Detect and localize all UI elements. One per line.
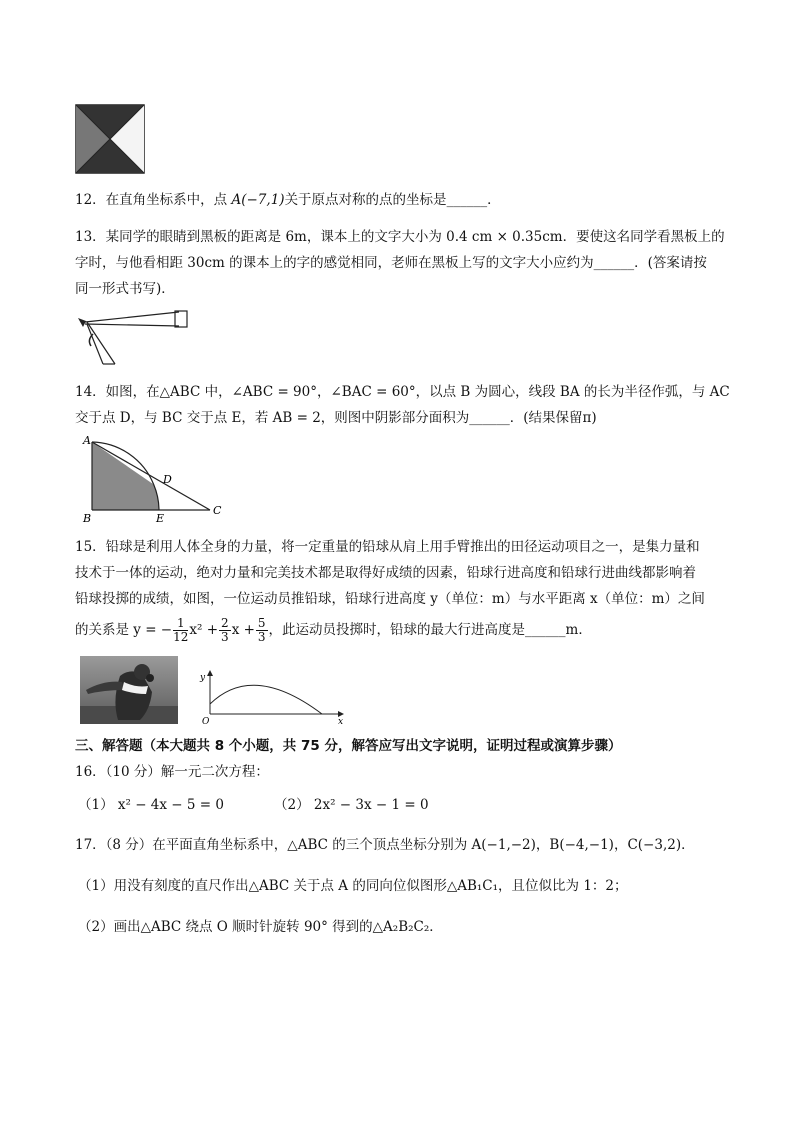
graph-origin-label: O: [202, 717, 210, 726]
fraction-1-12: $\frac{1}{12}$: [173, 616, 189, 644]
question-13-line3: 同一形式书写)．: [75, 281, 175, 297]
trajectory-graph: [198, 668, 346, 726]
question-13-line2: 字时，与他看相距 30cm 的课本上的字的感觉相同，老师在黑板上写的文字大小应约为______．(答案请按: [75, 255, 707, 271]
label-B: B: [83, 512, 92, 525]
question-16-part2: （2） 2x² − 3x − 1 = 0: [274, 797, 429, 813]
question-14-line1: 14．如图，在△ABC 中，∠ABC = 90°，∠BAC = 60°，以点 B 为圆心，线段 BA 的长为半径作弧，与 AC: [75, 384, 730, 400]
question-12: 12．在直角坐标系中，点 A(−7,1)关于原点对称的点的坐标是______．: [75, 192, 501, 208]
question-15-line3: 铅球投掷的成绩，如图，一位运动员推铅球，铅球行进高度 y（单位：m）与水平距离 x（单位：m）之间: [75, 591, 705, 607]
question-17-part1: （1）用没有刻度的直尺作出△ABC 关于点 A 的同向位似图形△AB₁C₁，且位似比为 1：2；: [78, 878, 628, 894]
question-16-stem: 16．（10 分）解一元二次方程：: [75, 764, 269, 780]
pinwheel-figure: [75, 104, 145, 174]
question-17-part2: （2）画出△ABC 绕点 O 顺时针旋转 90° 得到的△A₂B₂C₂．: [78, 919, 443, 935]
eye-sight-figure: [75, 306, 195, 372]
question-17-stem: 17．（8 分）在平面直角坐标系中，△ABC 的三个顶点坐标分别为 A(−1,−2)，B(−4,−1)，C(−3,2)．: [75, 837, 695, 853]
label-E: E: [156, 512, 165, 525]
shot-put-athlete-photo: [80, 656, 178, 724]
fraction-5-3: $\frac{5}{3}$: [257, 616, 266, 644]
question-13-line1: 13．某同学的眼睛到黑板的距离是 6m，课本上的文字大小为 0.4 cm × 0.35cm．要使这名同学看黑板上的: [75, 229, 725, 245]
question-15-line1: 15．铅球是利用人体全身的力量，将一定重量的铅球从肩上用手臂推出的田径运动项目之一，是集力量和: [75, 539, 700, 555]
label-C: C: [213, 504, 222, 517]
fraction-2-3: $\frac{2}{3}$: [221, 616, 229, 644]
triangle-sector-figure: [75, 434, 235, 526]
section-3-heading: 三、解答题（本大题共 8 个小题，共 75 分，解答应写出文字说明，证明过程或演算步骤）: [75, 738, 622, 754]
question-14-line2: 交于点 D，与 BC 交于点 E，若 AB = 2，则图中阴影部分面积为______．(结果保留π): [75, 410, 597, 426]
graph-x-label: x: [338, 717, 344, 726]
graph-y-label: y: [200, 673, 206, 683]
question-15-line2: 技术于一体的运动，绝对力量和完美技术都是取得好成绩的因素，铅球行进高度和铅球行进曲线都影响着: [75, 565, 696, 581]
label-D: D: [163, 473, 172, 486]
label-A: A: [83, 434, 91, 447]
question-16-part1: （1） x² − 4x − 5 = 0: [78, 797, 224, 813]
question-15-equation-line: 的关系是 y = − $\frac{1}{12}$ x² + $\frac{2}{3}$ x + $\frac{5}{3}$ ，此运动员投掷时，铅球的最大行进高度是______m．: [75, 616, 592, 644]
